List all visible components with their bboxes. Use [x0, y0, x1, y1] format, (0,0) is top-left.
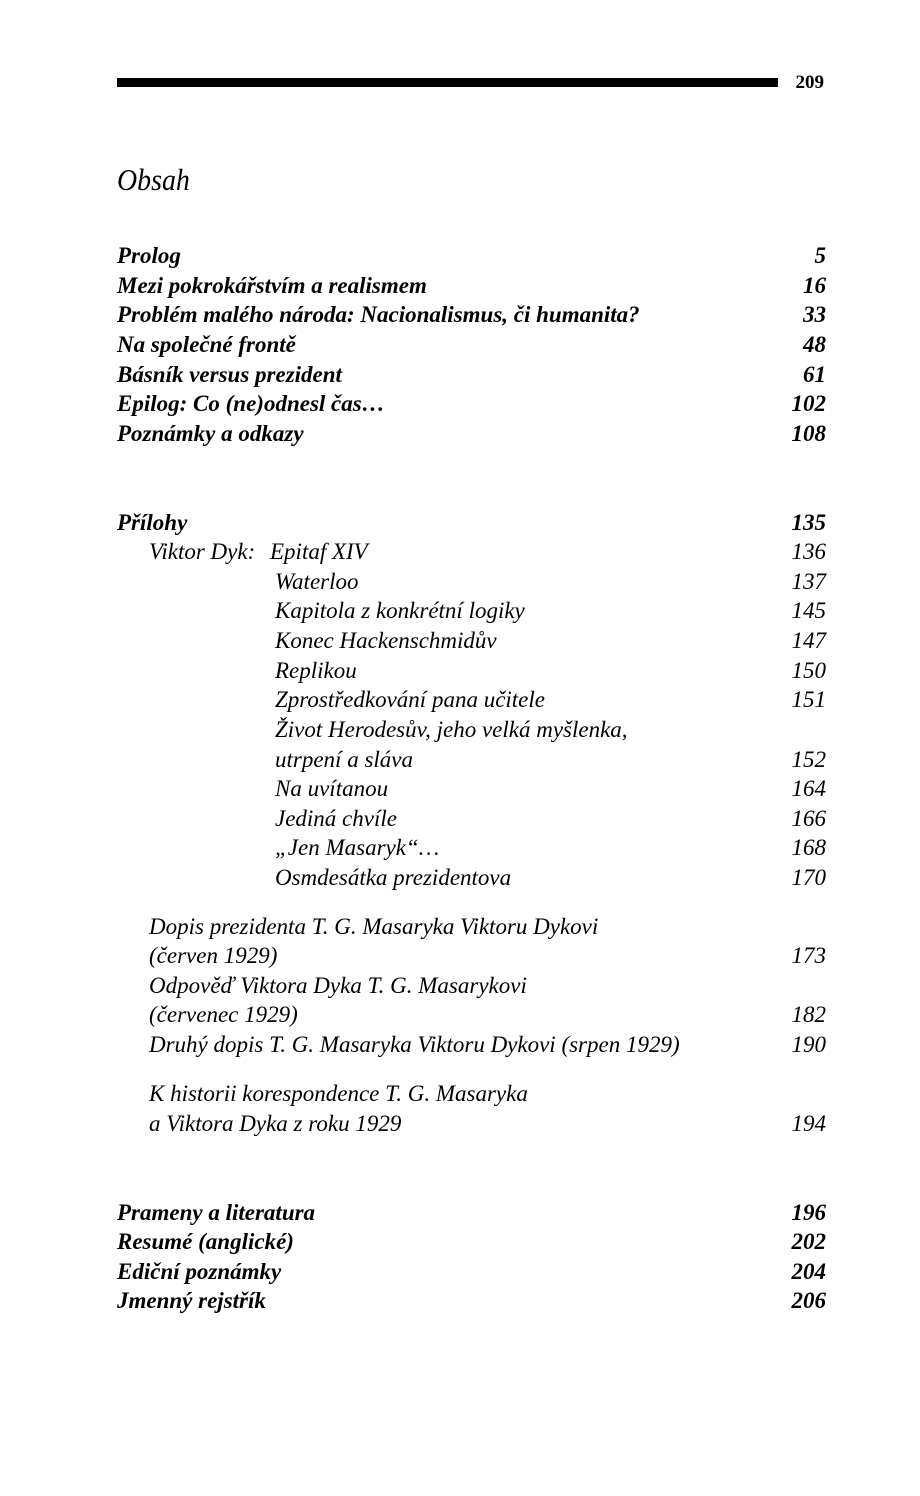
toc-entry-page: 164	[791, 776, 826, 801]
toc-subentry	[117, 774, 826, 804]
toc-entry-label: Na uvítanou	[275, 776, 389, 801]
toc-entry-page: 151	[791, 687, 826, 712]
toc-subentry	[117, 715, 826, 745]
toc-entry-label: Básník versus prezident	[117, 362, 342, 387]
toc-entry-page: 108	[791, 421, 826, 446]
toc-subentry	[117, 912, 826, 942]
toc-entry-label: Epitaf XIV	[270, 539, 368, 564]
toc-entry	[117, 360, 826, 390]
toc-entry-page: 150	[791, 658, 826, 683]
toc-entry-page: 102	[791, 391, 826, 416]
toc-entry-label: Druhý dopis T. G. Masaryka Viktoru Dykovi (srpen 1929)	[149, 1032, 680, 1057]
toc-entry-label: Kapitola z konkrétní logiky	[275, 598, 525, 623]
toc-entry-label: Mezi pokrokářstvím a realismem	[117, 273, 427, 298]
toc-entry-page: 136	[791, 539, 826, 564]
toc-entry-page: 152	[791, 747, 826, 772]
toc-subentry	[117, 537, 826, 567]
toc-subentry	[117, 941, 826, 971]
toc-entry	[117, 300, 826, 330]
toc-entry-label: Jmenný rejstřík	[117, 1288, 266, 1313]
toc-entry-author: Viktor Dyk:	[149, 539, 256, 564]
toc-subentry	[117, 804, 826, 834]
toc-subentry	[117, 1079, 826, 1109]
toc-subentry	[117, 685, 826, 715]
toc-entry-label: Dopis prezidenta T. G. Masaryka Viktoru Dykovi	[149, 914, 599, 939]
toc-entry	[117, 389, 826, 419]
toc-entry	[117, 241, 826, 271]
toc-entry-label: Osmdesátka prezidentova	[275, 865, 512, 890]
toc-subentry	[117, 626, 826, 656]
toc-entry	[117, 419, 826, 449]
toc-entry-page: 48	[803, 332, 826, 357]
toc-entry	[117, 1286, 826, 1316]
toc-entry-page: 145	[791, 598, 826, 623]
toc-entry-label: Přílohy	[117, 510, 188, 535]
toc-entry-label: Konec Hackenschmidův	[275, 628, 497, 653]
page-title: Obsah	[117, 162, 190, 197]
toc-entry-page: 204	[791, 1259, 826, 1284]
toc-entry-page: 166	[791, 806, 826, 831]
toc-entry-label: „Jen Masaryk“…	[275, 835, 440, 860]
toc-entry-label: Prameny a literatura	[117, 1200, 316, 1225]
toc-entry-label: (červen 1929)	[149, 943, 278, 968]
toc-entry-label: Epilog: Co (ne)odnesl čas…	[117, 391, 385, 416]
toc-entry-label: Ediční poznámky	[117, 1259, 282, 1284]
toc-entry-label: Problém malého národa: Nacionalismus, či humanita?	[117, 302, 640, 327]
toc-entry-page: 137	[791, 569, 826, 594]
toc-entry	[117, 1257, 826, 1287]
toc-entry-label: Odpověď Viktora Dyka T. G. Masarykovi	[149, 973, 527, 998]
toc-entry-page: 170	[791, 865, 826, 890]
toc-subentry	[117, 863, 826, 893]
toc-entry-page: 61	[803, 362, 826, 387]
toc-subentry	[117, 1000, 826, 1030]
toc-entry	[117, 330, 826, 360]
toc-entry-page: 194	[791, 1111, 826, 1136]
toc-entry-label: (červenec 1929)	[149, 1002, 298, 1027]
toc-entry-page: 206	[791, 1288, 826, 1313]
toc-entry-page: 202	[791, 1229, 826, 1254]
toc-entry	[117, 1227, 826, 1257]
toc-entry-label: Poznámky a odkazy	[117, 421, 304, 446]
toc-entry-label: Replikou	[275, 658, 357, 683]
toc-subentry	[117, 567, 826, 597]
toc-entry-label: Zprostředkování pana učitele	[275, 687, 545, 712]
toc-entry	[117, 1198, 826, 1228]
page-number: 209	[795, 72, 824, 93]
toc-entry-page: 168	[791, 835, 826, 860]
header-rule	[117, 78, 778, 87]
toc-subentry	[117, 971, 826, 1001]
toc-entry	[117, 271, 826, 301]
toc-entry-label: a Viktora Dyka z roku 1929	[149, 1111, 402, 1136]
toc-entry-page: 173	[791, 943, 826, 968]
toc-entry-label: Waterloo	[275, 569, 359, 594]
toc-entry-page: 182	[791, 1002, 826, 1027]
toc-entry-label: Resumé (anglické)	[117, 1229, 294, 1254]
toc-entry-appendix	[117, 508, 826, 538]
toc-entry-label: Na společné frontě	[117, 332, 296, 357]
toc-subentry	[117, 1030, 826, 1060]
toc-entry-page: 190	[791, 1032, 826, 1057]
toc-subentry	[117, 833, 826, 863]
toc-subentry	[117, 596, 826, 626]
toc-entry-page: 135	[791, 510, 826, 535]
toc-subentry	[117, 656, 826, 686]
toc-entry-label: Jediná chvíle	[275, 806, 397, 831]
toc-entry-label: Život Herodesův, jeho velká myšlenka,	[275, 717, 628, 742]
toc-entry-label: K historii korespondence T. G. Masaryka	[149, 1081, 528, 1106]
toc-subentry	[117, 745, 826, 775]
toc-entry-page: 33	[803, 302, 826, 327]
toc-entry-label: Prolog	[117, 243, 181, 268]
toc-entry-page: 196	[791, 1200, 826, 1225]
toc-entry-page: 16	[803, 273, 826, 298]
toc-entry-page: 5	[814, 243, 826, 268]
toc-subentry	[117, 1109, 826, 1139]
toc-entry-page: 147	[791, 628, 826, 653]
toc-entry-label: utrpení a sláva	[275, 747, 413, 772]
